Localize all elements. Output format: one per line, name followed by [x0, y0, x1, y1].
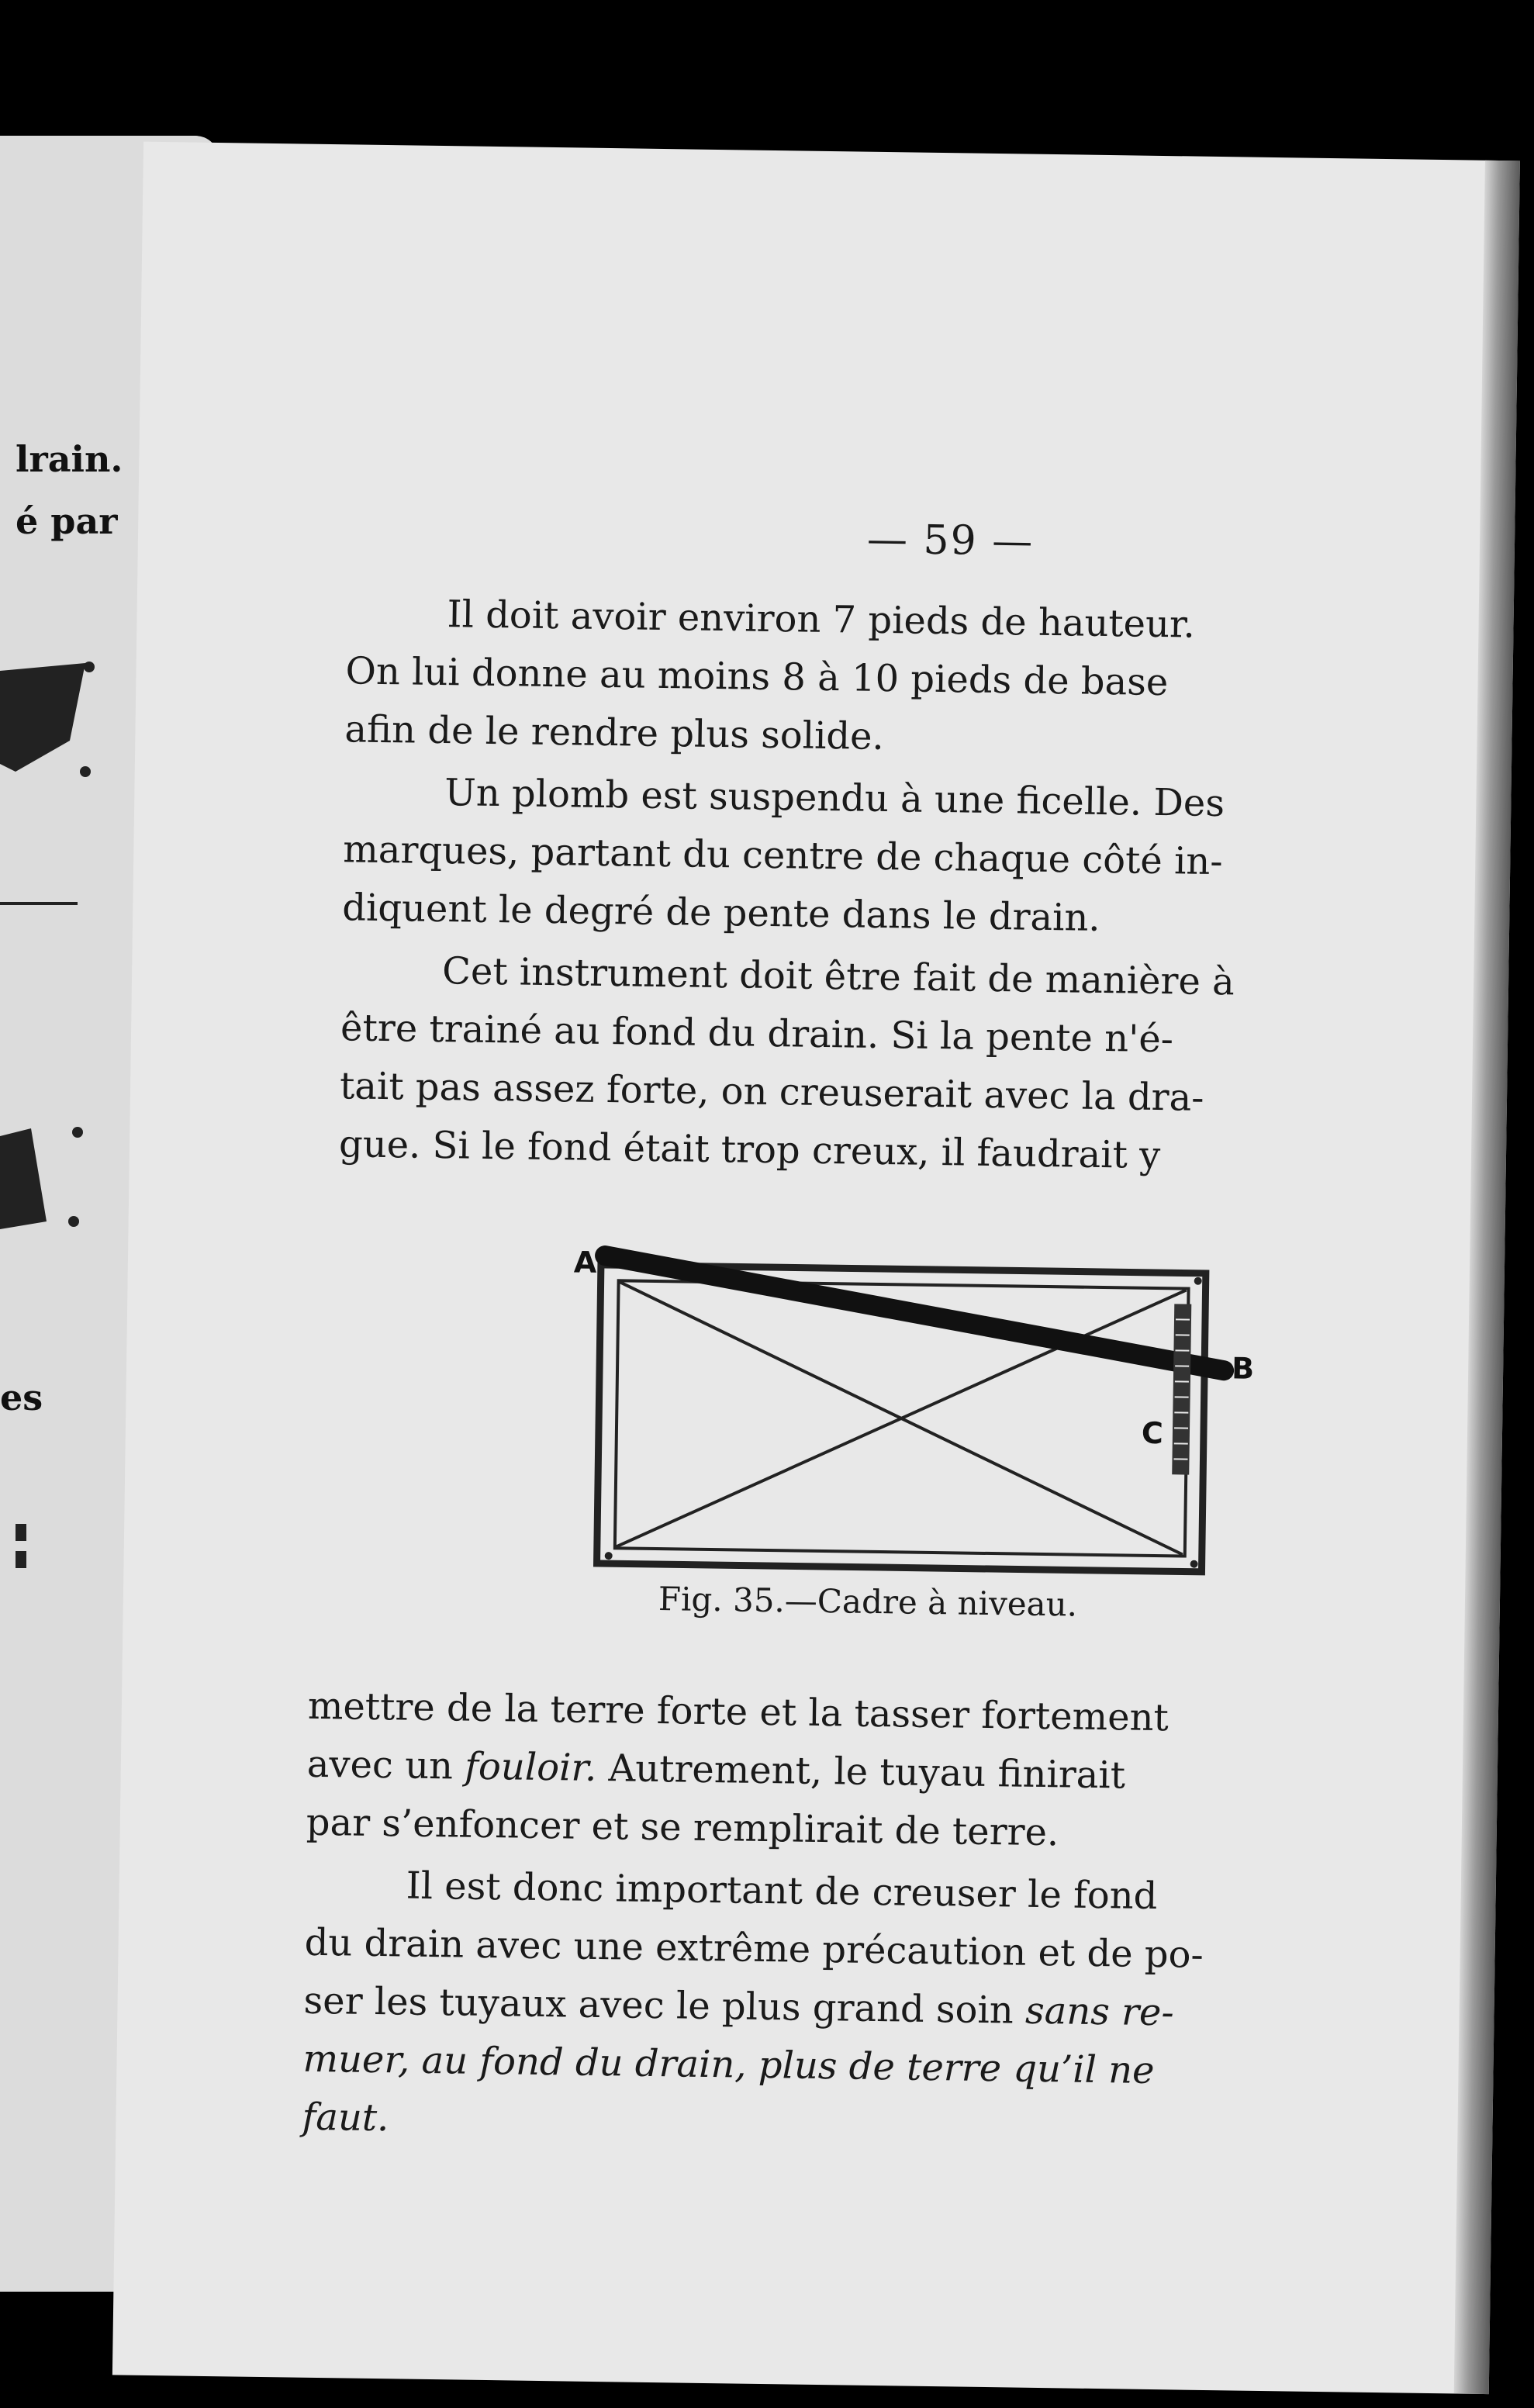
left-fragment-1: lrain.	[16, 438, 123, 480]
paragraph-1-line-1: Il doit avoir environ 7 pieds de hauteur.	[447, 592, 1196, 647]
page-edge	[1454, 161, 1520, 2394]
paragraph-1-line-2: On lui donne au moins 8 à 10 pieds de base	[345, 649, 1169, 705]
paragraph-2-line-3: diquent le degré de pente dans le drain.	[341, 886, 1101, 940]
paragraph-2-line-2: marques, partant du centre de chaque côté in-	[342, 827, 1223, 884]
paragraph-4-line-3: par s’enfoncer et se remplirait de terre.	[306, 1800, 1059, 1855]
figure-caption: Fig. 35.—Cadre à niveau.	[658, 1580, 1078, 1624]
paragraph-5-line-1: Il est donc important de creuser le fond	[406, 1864, 1158, 1919]
level-frame-figure	[554, 1241, 1264, 1584]
paragraph-1-line-3: afin de le rendre plus solide.	[344, 707, 885, 759]
figure-label-a: A	[573, 1245, 597, 1280]
paragraph-3-line-1: Cet instrument doit être fait de manière à	[441, 949, 1235, 1004]
paragraph-5-line-3: ser les tuyaux avec le plus grand soin sans re-	[303, 1978, 1175, 2035]
left-fragment-3: es	[0, 1377, 43, 1418]
paragraph-3-line-2: être trainé au fond du drain. Si la pente n'é-	[340, 1006, 1174, 1062]
paragraph-5-line-5: faut.	[302, 2095, 389, 2140]
paragraph-4-line-1: mettre de la terre forte et la tasser fortement	[307, 1684, 1170, 1740]
left-figure-fragment-2	[0, 1105, 101, 1260]
figure-label-c: C	[1141, 1415, 1164, 1451]
paragraph-2-line-1: Un plomb est suspendu à une ficelle. Des	[444, 771, 1225, 826]
figure-label-b: B	[1231, 1351, 1255, 1386]
left-marks	[0, 1516, 31, 1594]
paragraph-5-line-2: du drain avec une extrême précaution et de po-	[304, 1920, 1204, 1977]
left-figure-fragment-1	[0, 648, 101, 927]
paragraph-4-line-2: avec un fouloir. Autrement, le tuyau finirait	[306, 1742, 1126, 1798]
paragraph-3-line-4: gue. Si le fond était trop creux, il faudrait y	[338, 1122, 1161, 1178]
page-number: — 59 —	[866, 516, 1035, 565]
right-page	[112, 142, 1520, 2395]
paragraph-3-line-3: tait pas assez forte, on creuserait avec la dra-	[339, 1064, 1204, 1120]
paragraph-5-line-4: muer, au fond du drain, plus de terre qu’il ne	[302, 2037, 1155, 2093]
left-fragment-2: é par	[16, 500, 118, 542]
